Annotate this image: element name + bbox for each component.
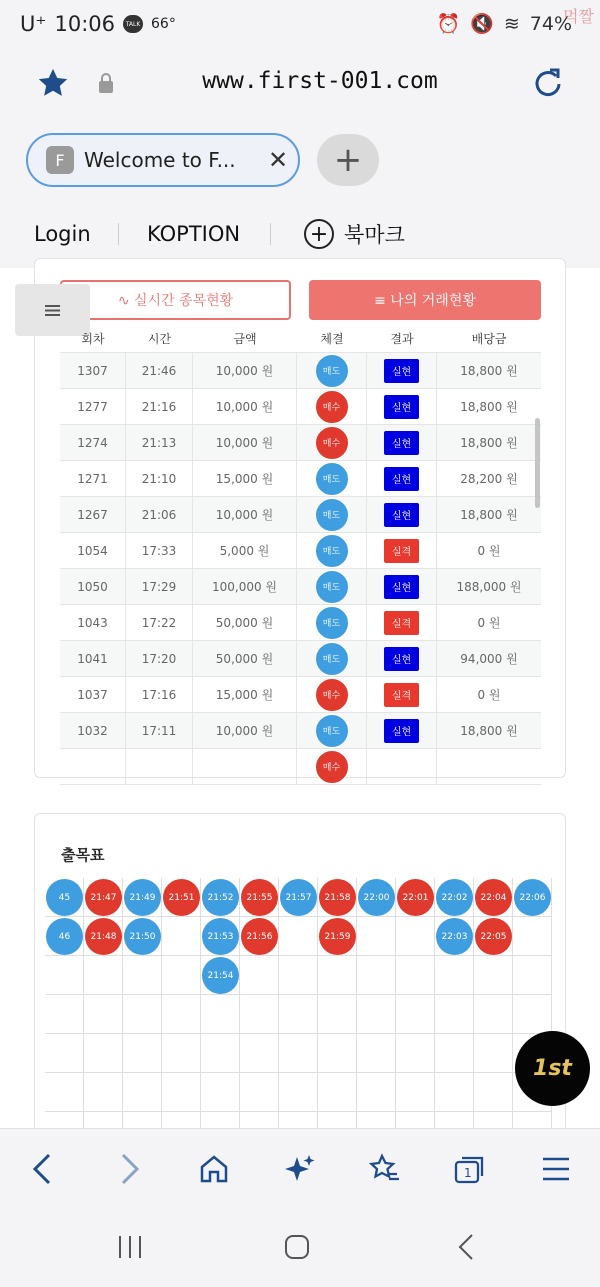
grid-cell xyxy=(162,917,201,956)
result-ball: 45 xyxy=(46,879,83,916)
buy-badge: 매수 xyxy=(315,390,349,424)
cell-side xyxy=(297,677,367,713)
trade-table[interactable] xyxy=(60,352,541,773)
grid-cell xyxy=(84,1073,123,1112)
grid-cell xyxy=(279,995,318,1034)
cell-round: 1054 xyxy=(60,533,126,569)
live-status-button[interactable]: ∿ 실시간 종목현황 xyxy=(60,280,291,320)
cell-side xyxy=(297,461,367,497)
sell-badge: 매도 xyxy=(315,498,349,532)
realized-badge: 실현 xyxy=(384,431,419,455)
grid-cell xyxy=(435,956,474,995)
failed-badge: 실격 xyxy=(384,611,419,635)
add-bookmark-label: 북마크 xyxy=(344,223,405,247)
realized-badge: 실현 xyxy=(384,467,419,491)
cell-amount: 10,000 원 xyxy=(193,425,297,461)
tab-title: Welcome to F... xyxy=(84,148,236,172)
divider xyxy=(270,223,271,245)
bookmark-koption[interactable]: KOPTION xyxy=(147,222,241,246)
grid-cell xyxy=(279,956,318,995)
grid-cell xyxy=(513,995,552,1034)
grid-cell xyxy=(162,1073,201,1112)
header-side: 체결 xyxy=(320,332,344,346)
url-bar xyxy=(0,52,600,120)
failed-badge: 실격 xyxy=(384,683,419,707)
grid-cell xyxy=(318,995,357,1034)
tab-strip xyxy=(0,133,600,189)
grid-cell xyxy=(162,956,201,995)
back-nav-icon[interactable] xyxy=(446,1232,486,1262)
grid-cell xyxy=(435,995,474,1034)
failed-badge: 실격 xyxy=(384,539,419,563)
cell-result xyxy=(367,641,437,677)
table-row xyxy=(60,641,541,677)
sell-badge: 매도 xyxy=(315,606,349,640)
result-ball: 21:54 xyxy=(202,957,239,994)
cell-round: 1307 xyxy=(60,353,126,389)
cell-round: 1277 xyxy=(60,389,126,425)
grid-cell xyxy=(396,917,435,956)
cell-side xyxy=(297,641,367,677)
grid-cell xyxy=(396,995,435,1034)
home-nav-icon[interactable] xyxy=(277,1232,317,1262)
grid-cell xyxy=(84,995,123,1034)
cell-result xyxy=(367,425,437,461)
realized-badge: 실현 xyxy=(384,575,419,599)
cell-payout: 0 원 xyxy=(477,616,501,630)
tab-active[interactable] xyxy=(26,133,300,187)
divider xyxy=(118,223,119,245)
status-bar xyxy=(0,0,600,52)
cell-amount: 100,000 원 xyxy=(193,569,297,605)
add-bookmark-button[interactable] xyxy=(304,219,405,249)
cell-round: 1271 xyxy=(60,461,126,497)
cell-round: 1041 xyxy=(60,641,126,677)
result-ball: 46 xyxy=(46,918,83,955)
cell-round xyxy=(60,749,126,785)
result-ball: 22:00 xyxy=(358,879,395,916)
cell-time: 21:16 xyxy=(126,389,193,425)
cell-round: 1037 xyxy=(60,677,126,713)
grid-cell xyxy=(357,1034,396,1073)
realized-badge: 실현 xyxy=(384,503,419,527)
cell-side xyxy=(297,533,367,569)
result-ball: 22:01 xyxy=(397,879,434,916)
cell-side xyxy=(297,749,367,785)
cell-amount: 50,000 원 xyxy=(193,641,297,677)
cell-time: 17:11 xyxy=(126,713,193,749)
alarm-icon: ⏰ xyxy=(436,13,461,35)
table-row xyxy=(60,461,541,497)
cell-payout: 18,800 원 xyxy=(460,364,518,378)
cell-result xyxy=(367,497,437,533)
result-ball: 21:48 xyxy=(85,918,122,955)
grid-cell xyxy=(318,1073,357,1112)
table-header xyxy=(60,330,541,354)
grid-cell xyxy=(45,995,84,1034)
cell-payout: 18,800 원 xyxy=(460,436,518,450)
tabs-icon[interactable] xyxy=(450,1149,490,1189)
cell-side xyxy=(297,569,367,605)
cell-side xyxy=(297,497,367,533)
cell-side xyxy=(297,605,367,641)
svg-text:1: 1 xyxy=(464,1166,472,1180)
result-ball: 21:57 xyxy=(280,879,317,916)
header-amount: 금액 xyxy=(233,332,257,346)
cell-result xyxy=(367,605,437,641)
grid-cell xyxy=(84,956,123,995)
cell-result xyxy=(367,677,437,713)
grid-cell xyxy=(240,995,279,1034)
close-tab-icon[interactable]: ✕ xyxy=(267,146,289,174)
sell-badge: 매도 xyxy=(315,570,349,604)
result-ball: 22:03 xyxy=(436,918,473,955)
temperature: 66° xyxy=(151,16,176,32)
grid-cell xyxy=(240,956,279,995)
result-ball: 22:06 xyxy=(514,879,551,916)
grid-cell xyxy=(474,956,513,995)
table-row xyxy=(60,533,541,569)
cell-payout: 28,200 원 xyxy=(460,472,518,486)
back-icon[interactable] xyxy=(22,1149,62,1189)
header-result: 결과 xyxy=(390,332,414,346)
result-ball: 22:05 xyxy=(475,918,512,955)
result-ball: 21:47 xyxy=(85,879,122,916)
realized-badge: 실현 xyxy=(384,719,419,743)
cell-payout: 188,000 원 xyxy=(456,580,522,594)
bookmark-login[interactable]: Login xyxy=(34,222,91,246)
grid-cell xyxy=(45,1073,84,1112)
sparkle-icon[interactable] xyxy=(280,1149,320,1189)
grid-cell xyxy=(474,995,513,1034)
new-tab-button[interactable]: + xyxy=(317,134,379,186)
browser-toolbar xyxy=(0,1128,600,1206)
cell-amount: 5,000 원 xyxy=(193,533,297,569)
cell-round: 1043 xyxy=(60,605,126,641)
grid-cell xyxy=(435,1034,474,1073)
grid-cell xyxy=(123,1073,162,1112)
result-board xyxy=(58,878,546,1154)
cell-round: 1050 xyxy=(60,569,126,605)
cell-round: 1032 xyxy=(60,713,126,749)
cell-time: 21:10 xyxy=(126,461,193,497)
kakaotalk-icon: TALK xyxy=(123,15,143,33)
grid-cell xyxy=(201,1073,240,1112)
table-row xyxy=(60,353,541,389)
grid-cell xyxy=(396,956,435,995)
header-payout: 배당금 xyxy=(471,332,507,346)
sell-badge: 매도 xyxy=(315,534,349,568)
cell-payout xyxy=(437,749,541,785)
result-ball: 22:02 xyxy=(436,879,473,916)
reload-icon[interactable] xyxy=(530,66,564,100)
cell-result xyxy=(367,569,437,605)
grid-cell xyxy=(357,1073,396,1112)
grid-cell xyxy=(84,1034,123,1073)
cell-side xyxy=(297,353,367,389)
grid-cell xyxy=(357,995,396,1034)
bookmarks-icon[interactable] xyxy=(364,1149,404,1189)
grid-cell xyxy=(318,1034,357,1073)
cell-amount: 10,000 원 xyxy=(193,497,297,533)
wifi-icon: ≋ xyxy=(503,12,520,35)
realized-badge: 실현 xyxy=(384,359,419,383)
cell-time: 17:33 xyxy=(126,533,193,569)
web-content xyxy=(0,268,600,1128)
cell-payout: 18,800 원 xyxy=(460,400,518,414)
result-ball: 21:56 xyxy=(241,918,278,955)
result-ball: 21:50 xyxy=(124,918,161,955)
clock: 10:06 xyxy=(54,12,115,36)
system-nav-bar xyxy=(0,1206,600,1287)
buy-badge: 매수 xyxy=(315,750,349,784)
cell-time: 17:29 xyxy=(126,569,193,605)
cell-amount: 10,000 원 xyxy=(193,389,297,425)
sell-badge: 매도 xyxy=(315,642,349,676)
sell-badge: 매도 xyxy=(315,714,349,748)
grid-cell xyxy=(162,995,201,1034)
cell-time xyxy=(126,749,193,785)
result-ball: 21:51 xyxy=(163,879,200,916)
grid-cell xyxy=(474,1073,513,1112)
grid-cell xyxy=(357,917,396,956)
grid-cell xyxy=(240,1034,279,1073)
table-row xyxy=(60,677,541,713)
header-round: 회차 xyxy=(81,332,105,346)
grid-cell xyxy=(45,956,84,995)
bookmark-star-icon[interactable] xyxy=(36,66,70,100)
result-ball: 22:04 xyxy=(475,879,512,916)
table-row xyxy=(60,713,541,749)
grid-cell xyxy=(279,1034,318,1073)
cell-amount: 15,000 원 xyxy=(193,461,297,497)
table-row xyxy=(60,749,541,785)
grid-cell xyxy=(123,956,162,995)
recent-apps-icon[interactable] xyxy=(110,1232,150,1262)
grid-cell xyxy=(396,1073,435,1112)
table-row xyxy=(60,425,541,461)
cell-time: 21:46 xyxy=(126,353,193,389)
sell-badge: 매도 xyxy=(315,354,349,388)
result-ball: 21:49 xyxy=(124,879,161,916)
cell-payout: 18,800 원 xyxy=(460,508,518,522)
table-row xyxy=(60,569,541,605)
grid-cell xyxy=(123,995,162,1034)
first-logo-button[interactable]: 1st xyxy=(515,1031,590,1106)
cell-amount: 10,000 원 xyxy=(193,353,297,389)
cell-amount xyxy=(193,749,297,785)
favicon-icon: F xyxy=(46,146,74,174)
menu-icon[interactable] xyxy=(536,1149,576,1189)
header-time: 시간 xyxy=(147,332,172,346)
grid-cell xyxy=(45,1034,84,1073)
cell-side xyxy=(297,713,367,749)
cell-result xyxy=(367,353,437,389)
result-ball: 21:55 xyxy=(241,879,278,916)
cell-time: 21:06 xyxy=(126,497,193,533)
result-ball: 21:53 xyxy=(202,918,239,955)
cell-result xyxy=(367,461,437,497)
table-row xyxy=(60,605,541,641)
grid-cell xyxy=(162,1034,201,1073)
cell-amount: 10,000 원 xyxy=(193,713,297,749)
realized-badge: 실현 xyxy=(384,647,419,671)
cell-round: 1274 xyxy=(60,425,126,461)
cell-result xyxy=(367,533,437,569)
grid-cell xyxy=(396,1034,435,1073)
table-row xyxy=(60,497,541,533)
cell-payout: 0 원 xyxy=(477,688,501,702)
result-ball: 21:58 xyxy=(319,879,356,916)
buy-badge: 매수 xyxy=(315,426,349,460)
grid-cell xyxy=(279,917,318,956)
cell-round: 1267 xyxy=(60,497,126,533)
grid-cell xyxy=(435,1073,474,1112)
cell-time: 17:22 xyxy=(126,605,193,641)
table-scrollbar[interactable] xyxy=(535,418,540,508)
grid-cell xyxy=(513,956,552,995)
status-right xyxy=(437,12,573,35)
grid-cell xyxy=(513,917,552,956)
buy-badge: 매수 xyxy=(315,678,349,712)
cell-payout: 18,800 원 xyxy=(460,724,518,738)
watermark-logo: 먹짤 xyxy=(563,7,594,26)
table-row xyxy=(60,389,541,425)
grid-cell xyxy=(474,1034,513,1073)
cell-result xyxy=(367,749,437,785)
cell-result xyxy=(367,389,437,425)
result-ball: 21:59 xyxy=(319,918,356,955)
menu-icon[interactable]: ≡ xyxy=(15,284,90,336)
status-left xyxy=(20,12,176,36)
cell-payout: 94,000 원 xyxy=(460,652,518,666)
result-ball: 21:52 xyxy=(202,879,239,916)
cell-result xyxy=(367,713,437,749)
grid-cell xyxy=(279,1073,318,1112)
grid-cell xyxy=(201,1034,240,1073)
grid-cell xyxy=(240,1073,279,1112)
grid-cell xyxy=(318,956,357,995)
cell-time: 21:13 xyxy=(126,425,193,461)
grid-cell xyxy=(357,956,396,995)
url-field[interactable]: www.first-001.com xyxy=(202,68,438,94)
realized-badge: 실현 xyxy=(384,395,419,419)
cell-amount: 50,000 원 xyxy=(193,605,297,641)
grid-cell xyxy=(201,995,240,1034)
cell-amount: 15,000 원 xyxy=(193,677,297,713)
battery-level: 74% xyxy=(529,12,572,35)
board-card xyxy=(34,813,566,1153)
cell-time: 17:16 xyxy=(126,677,193,713)
cell-time: 17:20 xyxy=(126,641,193,677)
cell-side xyxy=(297,425,367,461)
lock-icon[interactable] xyxy=(97,72,115,94)
cell-side xyxy=(297,389,367,425)
sell-badge: 매도 xyxy=(315,462,349,496)
cell-payout: 0 원 xyxy=(477,544,501,558)
forward-icon[interactable] xyxy=(110,1149,150,1189)
home-icon[interactable] xyxy=(194,1149,234,1189)
my-trades-button[interactable]: ≡ 나의 거래현황 xyxy=(309,280,541,320)
carrier-label: U⁺ xyxy=(20,12,47,36)
board-title: 출목표 xyxy=(61,846,105,864)
grid-cell xyxy=(123,1034,162,1073)
bookmarks-bar xyxy=(0,208,600,260)
plus-icon: + xyxy=(304,219,334,249)
mute-icon: 🔇 xyxy=(470,13,494,35)
